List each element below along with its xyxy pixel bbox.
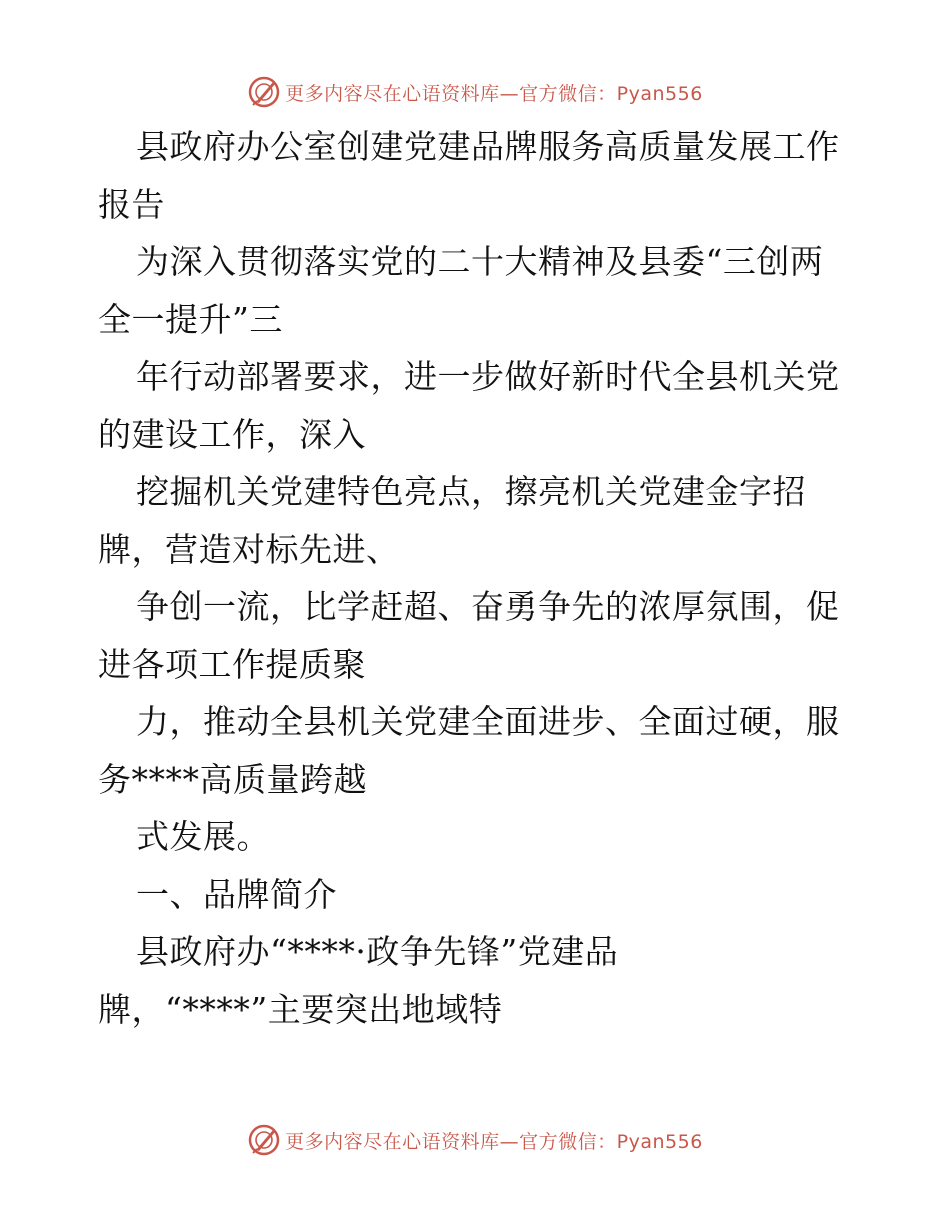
quill-seal-icon (247, 75, 281, 109)
header-banner-text: 更多内容尽在心语资料库—官方微信：Pyan556 (285, 82, 703, 105)
paragraph-line: 县政府办“****·政争先锋”党建品 (136, 932, 619, 971)
paragraph-line: 牌，营造对标先进、 (98, 529, 400, 569)
footer-banner (0, 1120, 950, 1160)
paragraph-line: 务****高质量跨越 (98, 759, 367, 799)
title-line: 报告 (98, 184, 165, 224)
title-line: 县政府办公室创建党建品牌服务高质量发展工作 (136, 127, 840, 166)
paragraph-line: 全一提升”三 (98, 299, 283, 339)
footer-banner-text: 更多内容尽在心语资料库—官方微信：Pyan556 (285, 1130, 703, 1153)
paragraph-line: 牌，“****”主要突出地域特 (98, 989, 503, 1029)
paragraph-line: 进各项工作提质聚 (98, 644, 366, 684)
paragraph-line: 式发展。 (136, 817, 270, 856)
header-banner (0, 72, 950, 112)
section-heading: 一、品牌简介 (136, 874, 337, 914)
paragraph-line: 的建设工作，深入 (98, 414, 366, 454)
quill-seal-icon (247, 1123, 281, 1157)
paragraph-line: 为深入贯彻落实党的二十大精神及县委“三创两 (136, 242, 824, 281)
document-body (98, 118, 858, 1038)
paragraph-line: 力，推动全县机关党建全面进步、全面过硬，服 (136, 702, 840, 741)
paragraph-line: 挖掘机关党建特色亮点，擦亮机关党建金字招 (136, 472, 806, 511)
paragraph-line: 年行动部署要求，进一步做好新时代全县机关党 (136, 357, 840, 396)
paragraph-line: 争创一流，比学赶超、奋勇争先的浓厚氛围，促 (136, 587, 840, 626)
